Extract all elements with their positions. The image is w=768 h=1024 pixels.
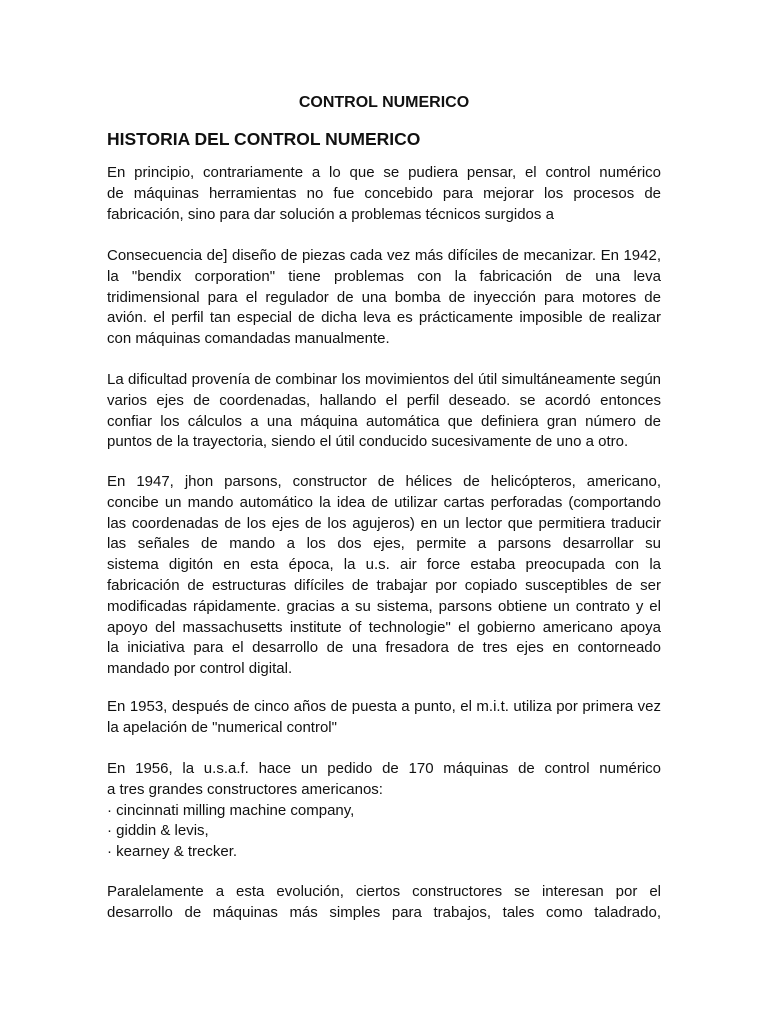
- paragraph-1: [107, 163, 661, 225]
- list-item: · giddin & levis,: [107, 822, 209, 840]
- paragraph-line: las coordenadas de los ejes de los agujeros) en un lector que permitiera traducir: [107, 514, 661, 532]
- paragraph-6: [107, 759, 661, 863]
- paragraph-line: puntos de la trayectoria, siendo el útil conducido sucesivamente de uno a otro.: [107, 433, 629, 451]
- paragraph-line: fabricación de estructuras difíciles de trabajar por copiado susceptibles de ser: [107, 576, 661, 594]
- paragraph-line: mandado por control digital.: [107, 660, 293, 678]
- paragraph-line: concibe un mando automático la idea de utilizar cartas perforadas (comportando: [107, 493, 661, 511]
- paragraph-line: de máquinas herramientas no fue concebido para mejorar los procesos de: [107, 184, 661, 202]
- paragraph-3: [107, 370, 661, 453]
- paragraph-line: Consecuencia de] diseño de piezas cada vez más difíciles de mecanizar. En 1942,: [107, 247, 661, 264]
- document-title: CONTROL NUMERICO: [298, 94, 470, 111]
- paragraph-line: modificadas rápidamente. gracias a su sistema, parsons obtiene un contrato y el: [107, 597, 661, 615]
- list-item: · kearney & trecker.: [107, 843, 238, 861]
- paragraph-line: Paralelamente a esta evolución, ciertos constructores se interesan por el: [107, 883, 661, 900]
- paragraph-line: sistema digitón en esta época, la u.s. air force estaba preocupada con la: [107, 556, 661, 574]
- section-heading: HISTORIA DEL CONTROL NUMERICO: [107, 129, 421, 149]
- paragraph-line: En 1953, después de cinco años de puesta a punto, el m.i.t. utiliza por primera vez: [107, 698, 661, 715]
- paragraph-line: varios ejes de coordenadas, hallando el perfil deseado. se acordó entonces: [107, 391, 661, 409]
- paragraph-line: fabricación, sino para dar solución a problemas técnicos surgidos a: [107, 205, 554, 223]
- paragraph-line: En 1947, jhon parsons, constructor de hélices de helicópteros, americano,: [107, 473, 661, 490]
- paragraph-line: En principio, contrariamente a lo que se pudiera pensar, el control numérico: [107, 164, 661, 181]
- paragraph-line: En 1956, la u.s.a.f. hace un pedido de 170 máquinas de control numérico: [107, 760, 661, 777]
- paragraph-line: la apelación de "numerical control": [107, 718, 337, 736]
- paragraph-line: La dificultad provenía de combinar los movimientos del útil simultáneamente según: [107, 371, 661, 388]
- paragraph-line: apoyo del massachusetts institute of technologie" el gobierno americano apoya: [107, 618, 661, 636]
- paragraph-line: a tres grandes constructores americanos:: [107, 780, 383, 798]
- paragraph-line: avión. el perfil tan especial de dicha leva es prácticamente imposible de realizar: [107, 309, 661, 327]
- paragraph-2: [107, 246, 661, 350]
- paragraph-4: [107, 472, 661, 680]
- paragraph-line: desarrollo de máquinas más simples para trabajos, tales como taladrado,: [107, 903, 661, 921]
- paragraph-5: [107, 697, 661, 739]
- paragraph-line: confiar los cálculos a una máquina automática que definiera gran número de: [107, 412, 661, 430]
- paragraph-line: tridimensional para el regulador de una bomba de inyección para motores de: [107, 288, 661, 306]
- paragraph-line: la "bendix corporation" tiene problemas con la fabricación de una leva: [107, 267, 661, 285]
- paragraph-line: la iniciativa para el desarrollo de una fresadora de tres ejes en contorneado: [107, 639, 661, 657]
- paragraph-line: con máquinas comandadas manualmente.: [107, 330, 390, 348]
- list-item: · cincinnati milling machine company,: [107, 801, 355, 819]
- paragraph-line: las señales de mando a los dos ejes, permite a parsons desarrollar su: [107, 535, 661, 553]
- paragraph-7: [107, 882, 661, 924]
